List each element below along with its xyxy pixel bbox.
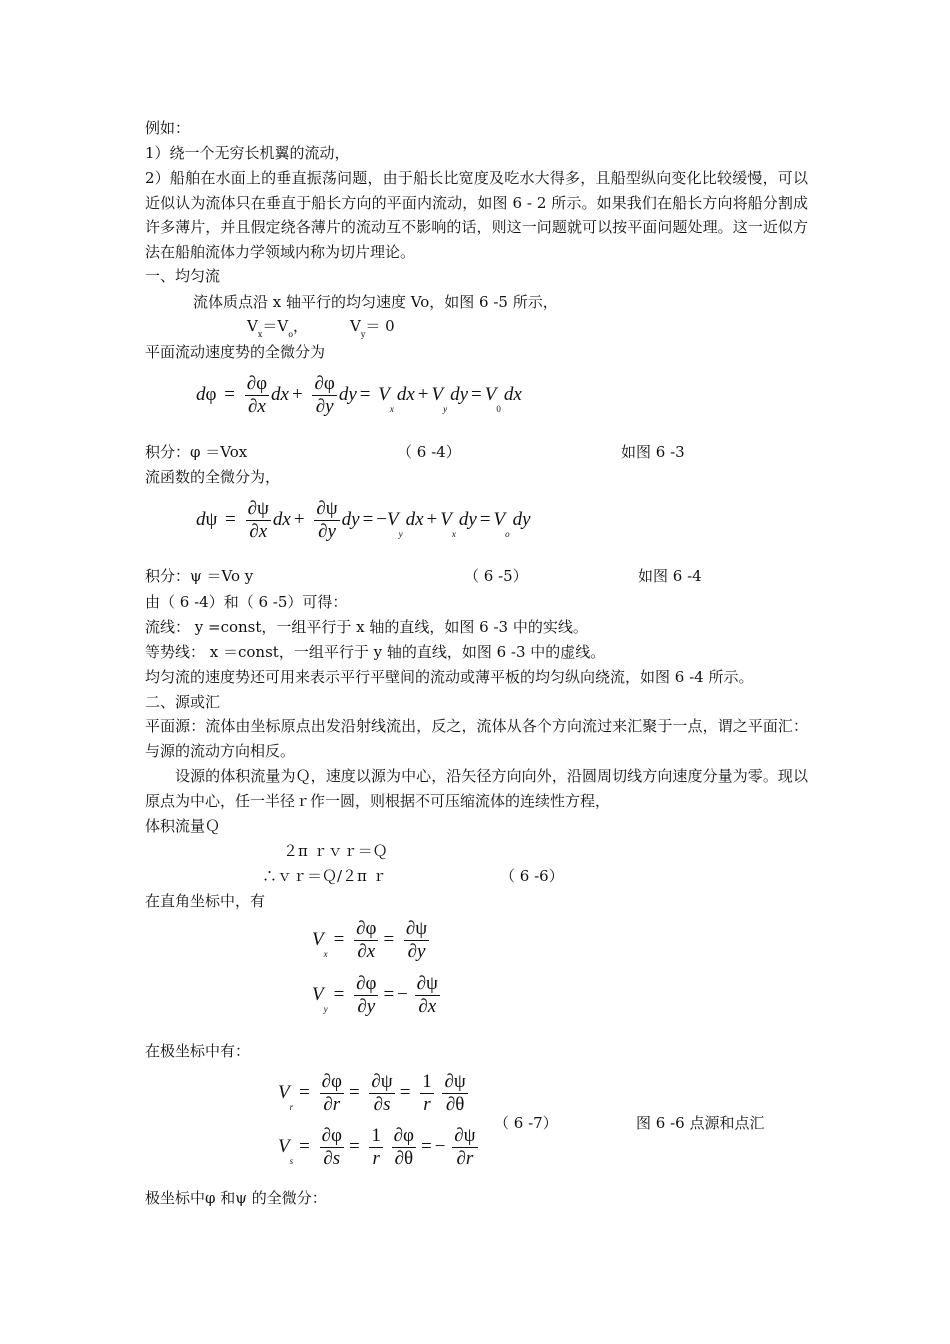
- text-line: 例如：: [145, 119, 191, 137]
- figure-caption: 图 6 -6 点源和点汇: [636, 1114, 765, 1132]
- text-line: 积分：φ ＝Vox: [145, 443, 248, 461]
- text-line: 在直角坐标中，有: [145, 892, 266, 910]
- text-line: 平面流动速度势的全微分为: [145, 343, 326, 361]
- figure-reference: 如图 6 -3: [621, 443, 685, 461]
- text-line: 在极坐标中有：: [145, 1042, 251, 1060]
- velocity-components: $V_x=V_o$，: [247, 317, 309, 339]
- equation-number: （ 6 -6）: [500, 867, 564, 885]
- text-line: 1）绕一个无穷长机翼的流动，: [145, 144, 350, 162]
- velocity-component-y: $V_y= 0$: [350, 317, 395, 339]
- text-line: 均匀流的速度势还可用来表示平行平壁间的流动或薄平板的均匀纵向绕流，如图 6 -4 所示。: [145, 668, 754, 686]
- equation-number: （ 6 -4）: [397, 443, 461, 461]
- text-line: 流体质点沿 x 轴平行的均匀速度 Vo，如图 6 -5 所示，: [193, 293, 558, 311]
- paragraph: 2）船舶在水面上的垂直振荡问题，由于船长比宽度及吃水大得多，且船型纵向变化比较缓慢，可以近似认为流体只在垂直于船长方向的平面内流动，如图 6 - 2 所示。如果我们在船长方向将船分割成许多薄片，并且假定绕各薄片的流动互不影响的话，则这一问题就可以按平面问题处理。这一近似方法在船舶流体力学领域内称为切片理论。: [145, 169, 808, 261]
- polar-vr-equation: $V_r=$ $\frac{\partial\varphi}{\partial r}$ = $\frac{\partial\psi}{\partial s}$ = $\frac{1}{r}$ $\frac{\partial\psi}{\partial\theta}$: [278, 1071, 466, 1115]
- cartesian-vx-equation: $V_x=$ $\frac{\partial\varphi}{\partial x}$ = $\frac{\partial\psi}{\partial y}$: [312, 918, 428, 962]
- paragraph: 平面源：流体由坐标原点出发沿射线流出，反之，流体从各个方向流过来汇聚于一点，谓之平面汇：与源的流动方向相反。: [145, 717, 808, 760]
- continuity-equation: ２π ｒｖｒ＝Ｑ: [283, 842, 388, 860]
- equation-number: （ 6 -5）: [464, 567, 528, 585]
- stream-function-differential-equation: dψ = $\frac{\partial\psi}{\partial x}$ dx + $\frac{\partial\psi}{\partial y}$ dy = $-V_ydx + V_xdy = V_ody$: [196, 498, 531, 542]
- section-heading: 二、源或汇: [145, 693, 221, 711]
- equation-number: （ 6 -7）: [494, 1114, 558, 1132]
- text-line: 由（ 6 -4）和（ 6 -5）可得：: [145, 593, 348, 611]
- text-line: 体积流量Ｑ: [145, 817, 221, 835]
- velocity-potential-differential-equation: dφ = $\frac{\partial\varphi}{\partial x}$ dx + $\frac{\partial\varphi}{\partial y}$ dy = $V_xdx + V_ydy = V_0dx$: [196, 373, 522, 417]
- figure-reference: 如图 6 -4: [638, 567, 702, 585]
- radial-velocity-equation: ∴ｖｒ＝Ｑ/２π ｒ: [262, 867, 387, 885]
- text-line: 积分：ψ ＝Vo y: [145, 567, 254, 585]
- text-line: 流线： y =const，一组平行于 x 轴的直线，如图 6 -3 中的实线。: [145, 618, 588, 636]
- cartesian-vy-equation: $V_y=$ $\frac{\partial\varphi}{\partial y}$ = − $\frac{\partial\psi}{\partial x}$: [312, 973, 438, 1017]
- text-line: 流函数的全微分为，: [145, 468, 281, 486]
- paragraph: 设源的体积流量为Ｑ，速度以源为中心，沿矢径方向向外，沿圆周切线方向速度分量为零。现以原点为中心，任一半径ｒ作一圆，则根据不可压缩流体的连续性方程，: [145, 767, 808, 810]
- polar-vs-equation: $V_s=$ $\frac{\partial\varphi}{\partial s}$ = $\frac{1}{r}$ $\frac{\partial\varphi}{\partial\theta}$ = − $\frac{\partial\psi}{\partial r}$: [278, 1125, 476, 1169]
- text-line: 等势线： x ＝const，一组平行于 y 轴的直线，如图 6 -3 中的虚线。: [145, 643, 606, 661]
- text-line: 极坐标中φ 和ψ 的全微分：: [145, 1189, 327, 1207]
- section-heading: 一、均匀流: [145, 267, 221, 285]
